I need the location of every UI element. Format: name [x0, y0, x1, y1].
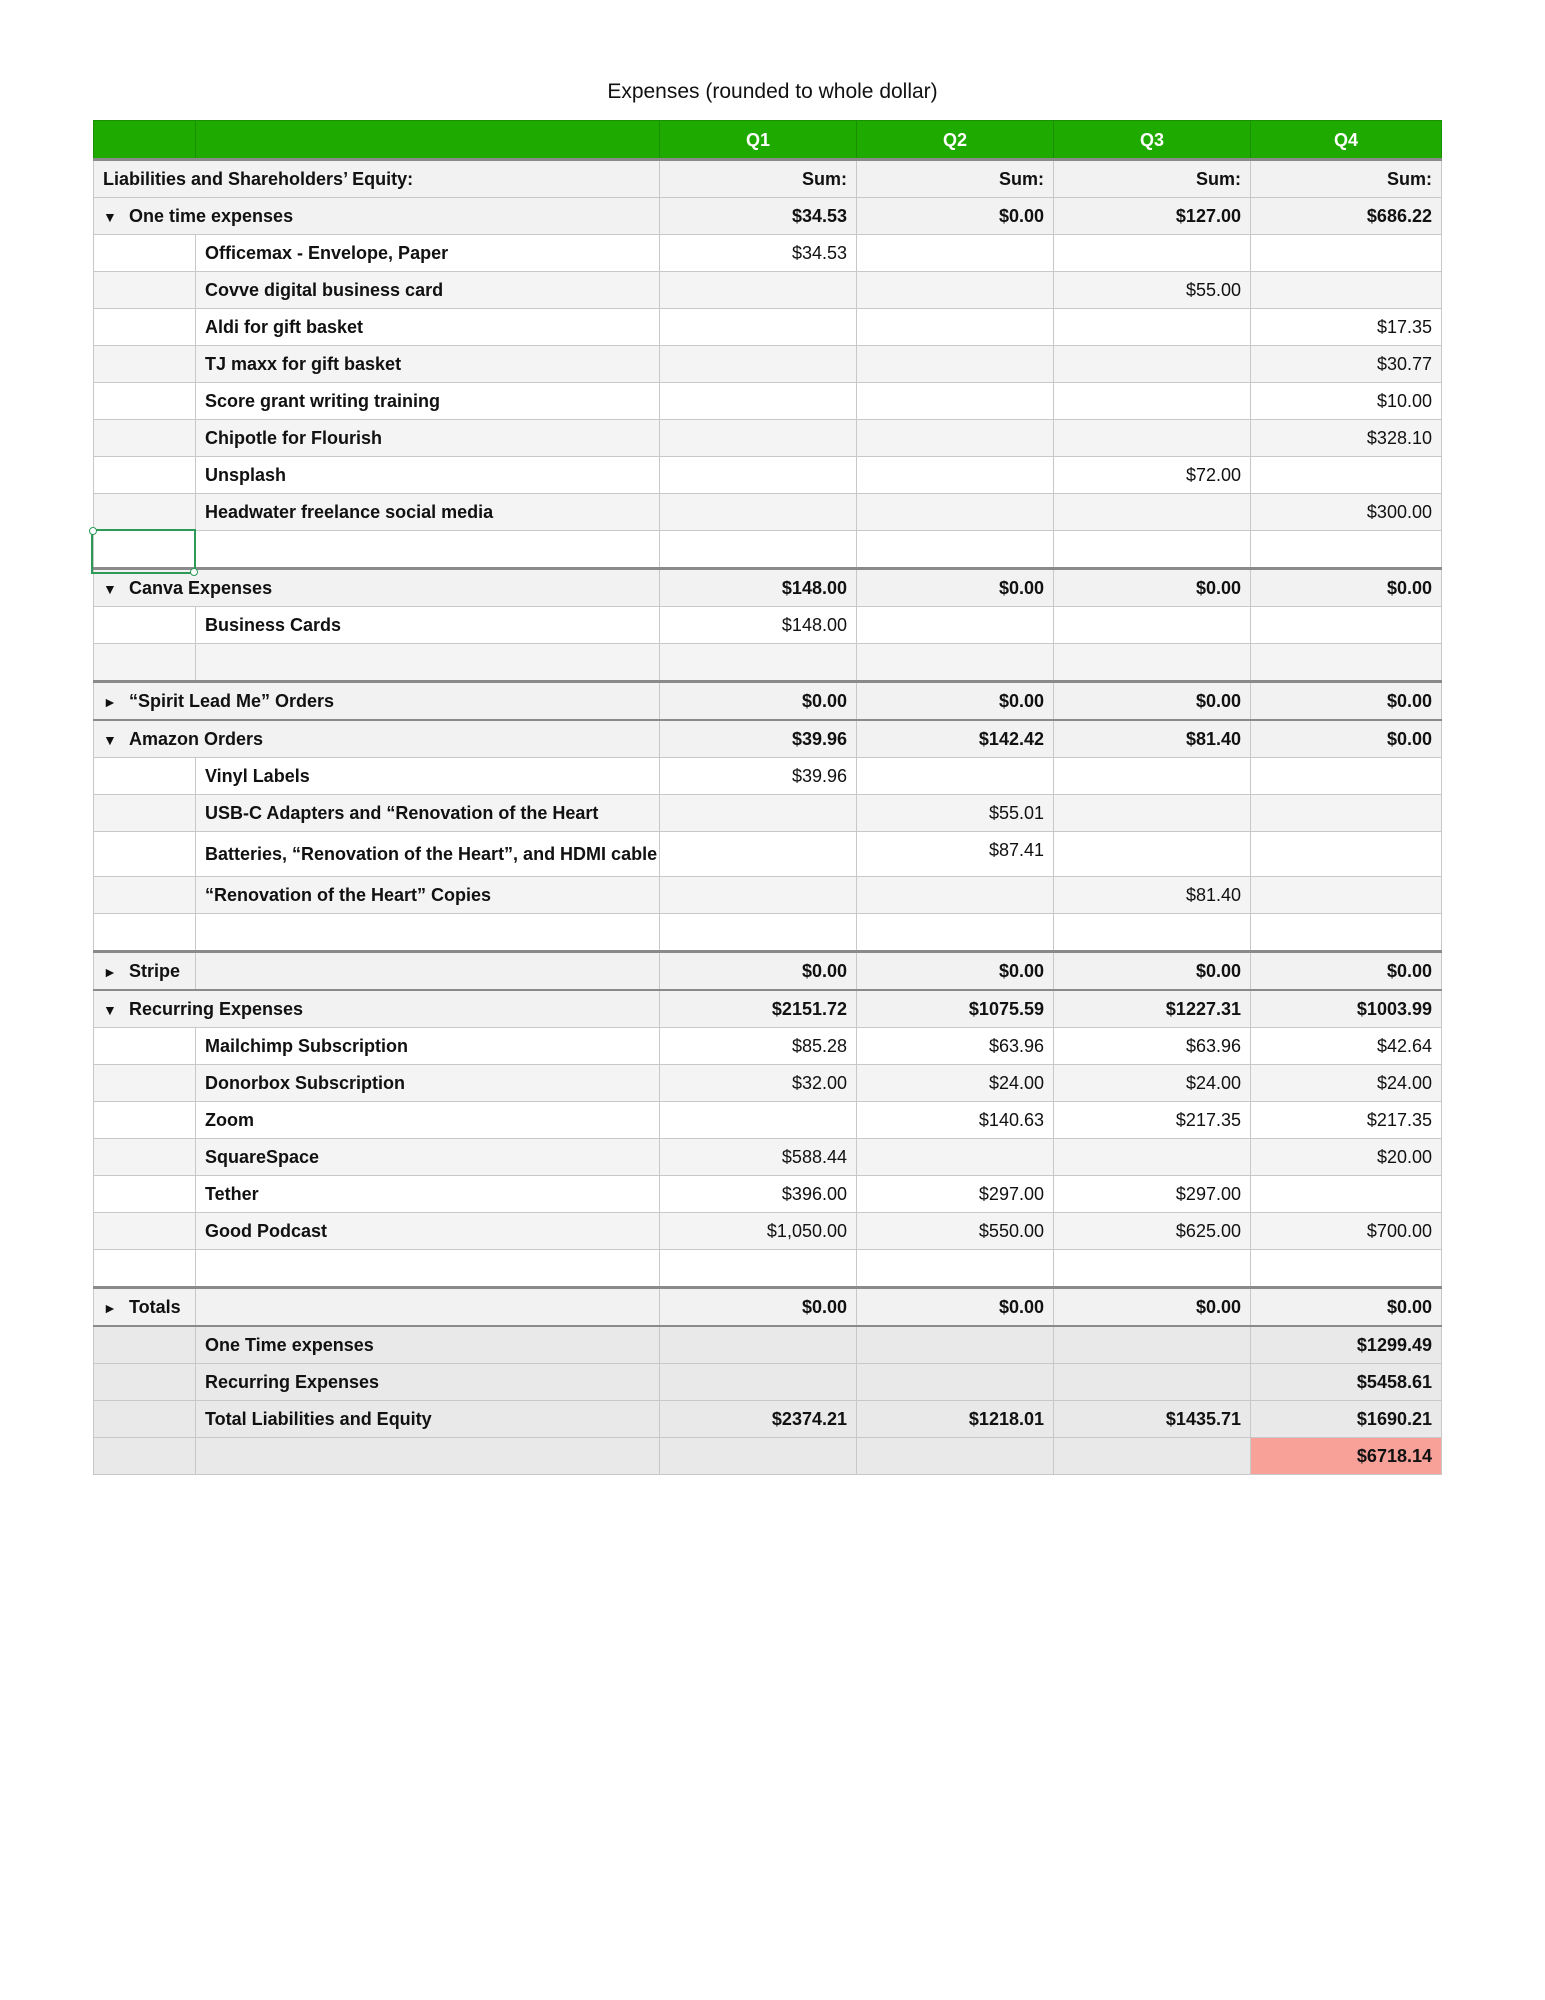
- cell-value[interactable]: [857, 235, 1054, 272]
- item-name[interactable]: Officemax - Envelope, Paper: [196, 235, 660, 272]
- cell[interactable]: [94, 1176, 196, 1213]
- group-total[interactable]: $0.00: [660, 952, 857, 991]
- cell-value[interactable]: [1054, 235, 1251, 272]
- cell-value[interactable]: [660, 1102, 857, 1139]
- group-total[interactable]: $0.00: [1054, 682, 1251, 721]
- cell-value[interactable]: [660, 420, 857, 457]
- header-q4[interactable]: Q4: [1251, 121, 1442, 160]
- cell-value[interactable]: [660, 494, 857, 531]
- total-value[interactable]: [857, 1364, 1054, 1401]
- cell[interactable]: [1251, 644, 1442, 682]
- cell[interactable]: [1251, 531, 1442, 569]
- item-name[interactable]: Headwater freelance social media: [196, 494, 660, 531]
- cell[interactable]: [1054, 1438, 1251, 1475]
- cell[interactable]: [94, 607, 196, 644]
- group-total[interactable]: $1003.99: [1251, 990, 1442, 1028]
- cell[interactable]: [857, 531, 1054, 569]
- item-name[interactable]: Aldi for gift basket: [196, 309, 660, 346]
- header-q1[interactable]: Q1: [660, 121, 857, 160]
- cell-value[interactable]: $34.53: [660, 235, 857, 272]
- group-total[interactable]: $0.00: [660, 682, 857, 721]
- total-value[interactable]: [1054, 1364, 1251, 1401]
- cell-value[interactable]: $217.35: [1054, 1102, 1251, 1139]
- cell[interactable]: [94, 1139, 196, 1176]
- group-total[interactable]: $0.00: [857, 198, 1054, 235]
- cell-value[interactable]: $24.00: [1251, 1065, 1442, 1102]
- cell[interactable]: [1054, 531, 1251, 569]
- cell-value[interactable]: [857, 420, 1054, 457]
- total-value[interactable]: $5458.61: [1251, 1364, 1442, 1401]
- table-row: [94, 1139, 1442, 1176]
- cell[interactable]: [94, 1401, 196, 1438]
- cell[interactable]: [1054, 914, 1251, 952]
- table-row: [94, 607, 1442, 644]
- group-total[interactable]: $686.22: [1251, 198, 1442, 235]
- cell-value[interactable]: $148.00: [660, 607, 857, 644]
- cell[interactable]: [1251, 914, 1442, 952]
- cell-value[interactable]: [1054, 383, 1251, 420]
- group-row-spirit: [94, 682, 1442, 721]
- item-name[interactable]: Covve digital business card: [196, 272, 660, 309]
- empty-row: [94, 1250, 1442, 1288]
- cell[interactable]: [94, 1102, 196, 1139]
- table-row: [94, 832, 1442, 877]
- group-total[interactable]: $127.00: [1054, 198, 1251, 235]
- cell[interactable]: [196, 1288, 660, 1327]
- table-row: [94, 309, 1442, 346]
- collapse-triangle-icon[interactable]: ▼: [103, 580, 117, 597]
- table-row: [94, 383, 1442, 420]
- group-total[interactable]: $0.00: [857, 682, 1054, 721]
- cell-value[interactable]: [1054, 607, 1251, 644]
- cell-value[interactable]: [660, 457, 857, 494]
- cell[interactable]: [857, 644, 1054, 682]
- item-name[interactable]: TJ maxx for gift basket: [196, 346, 660, 383]
- cell-value[interactable]: $588.44: [660, 1139, 857, 1176]
- table-row: [94, 1065, 1442, 1102]
- cell[interactable]: [94, 494, 196, 531]
- group-row-canva: [94, 569, 1442, 607]
- cell[interactable]: [1054, 1250, 1251, 1288]
- cell-value[interactable]: $140.63: [857, 1102, 1054, 1139]
- total-row: [94, 1364, 1442, 1401]
- group-label-cell[interactable]: [94, 1288, 196, 1327]
- table-row: [94, 1213, 1442, 1250]
- cell-value[interactable]: [1251, 1176, 1442, 1213]
- cell-value[interactable]: [1251, 272, 1442, 309]
- cell[interactable]: [196, 644, 660, 682]
- cell-value[interactable]: [660, 877, 857, 914]
- total-value[interactable]: $1690.21: [1251, 1401, 1442, 1438]
- expand-triangle-icon[interactable]: ►: [103, 963, 117, 980]
- cell[interactable]: [196, 914, 660, 952]
- item-name[interactable]: Donorbox Subscription: [196, 1065, 660, 1102]
- cell-value[interactable]: $297.00: [1054, 1176, 1251, 1213]
- total-value[interactable]: $1299.49: [1251, 1326, 1442, 1364]
- cell-value[interactable]: [1251, 457, 1442, 494]
- cell[interactable]: [857, 914, 1054, 952]
- cell[interactable]: [94, 272, 196, 309]
- item-name[interactable]: Score grant writing training: [196, 383, 660, 420]
- cell-value[interactable]: $550.00: [857, 1213, 1054, 1250]
- cell[interactable]: [1251, 1250, 1442, 1288]
- group-row-stripe: [94, 952, 1442, 991]
- expenses-table: [93, 120, 1442, 1475]
- total-value[interactable]: [857, 1326, 1054, 1364]
- cell-value[interactable]: [857, 758, 1054, 795]
- table-row: [94, 346, 1442, 383]
- cell-value[interactable]: $63.96: [857, 1028, 1054, 1065]
- cell-value[interactable]: [857, 383, 1054, 420]
- cell[interactable]: [94, 1028, 196, 1065]
- cell[interactable]: [196, 1250, 660, 1288]
- cell-value[interactable]: [1251, 235, 1442, 272]
- cell-value[interactable]: [1054, 346, 1251, 383]
- group-total[interactable]: $0.00: [857, 1288, 1054, 1327]
- cell-value[interactable]: [1251, 832, 1442, 877]
- grand-total-row: [94, 1438, 1442, 1475]
- cell-value[interactable]: $300.00: [1251, 494, 1442, 531]
- table-row: [94, 1102, 1442, 1139]
- table-row: [94, 235, 1442, 272]
- group-total[interactable]: $0.00: [1251, 682, 1442, 721]
- cell-value[interactable]: [857, 607, 1054, 644]
- cell[interactable]: [94, 309, 196, 346]
- table-row: [94, 758, 1442, 795]
- total-name[interactable]: Recurring Expenses: [196, 1364, 660, 1401]
- cell[interactable]: [94, 795, 196, 832]
- total-value[interactable]: [660, 1364, 857, 1401]
- cell-value[interactable]: $24.00: [1054, 1065, 1251, 1102]
- cell[interactable]: [94, 1364, 196, 1401]
- cell-value[interactable]: [1054, 309, 1251, 346]
- cell-value[interactable]: [660, 795, 857, 832]
- group-total[interactable]: $0.00: [1251, 569, 1442, 607]
- sum-label-row: [94, 160, 1442, 198]
- item-name[interactable]: Unsplash: [196, 457, 660, 494]
- cell-value[interactable]: [660, 309, 857, 346]
- selected-cell[interactable]: [94, 531, 196, 569]
- cell-value[interactable]: $32.00: [660, 1065, 857, 1102]
- group-total[interactable]: $34.53: [660, 198, 857, 235]
- cell-value[interactable]: [857, 272, 1054, 309]
- group-total[interactable]: $0.00: [1054, 952, 1251, 991]
- cell[interactable]: [1054, 644, 1251, 682]
- total-value[interactable]: $2374.21: [660, 1401, 857, 1438]
- group-label-cell[interactable]: [94, 990, 660, 1028]
- cell[interactable]: [94, 383, 196, 420]
- header-cell-blank-b[interactable]: [196, 121, 660, 160]
- cell-value[interactable]: $217.35: [1251, 1102, 1442, 1139]
- total-row: [94, 1326, 1442, 1364]
- group-row-recurring: [94, 990, 1442, 1028]
- cell[interactable]: [94, 1065, 196, 1102]
- cell[interactable]: [196, 952, 660, 991]
- item-name[interactable]: Good Podcast: [196, 1213, 660, 1250]
- cell-value[interactable]: $30.77: [1251, 346, 1442, 383]
- header-q2[interactable]: Q2: [857, 121, 1054, 160]
- cell-value[interactable]: [857, 346, 1054, 383]
- group-total[interactable]: $0.00: [1251, 952, 1442, 991]
- group-total[interactable]: $0.00: [857, 569, 1054, 607]
- cell-value[interactable]: $17.35: [1251, 309, 1442, 346]
- cell-value[interactable]: $396.00: [660, 1176, 857, 1213]
- cell-value[interactable]: $55.01: [857, 795, 1054, 832]
- header-cell-blank-a[interactable]: [94, 121, 196, 160]
- group-row-amazon: [94, 720, 1442, 758]
- cell-value[interactable]: [660, 346, 857, 383]
- collapse-triangle-icon[interactable]: ▼: [103, 1001, 117, 1018]
- empty-row: [94, 644, 1442, 682]
- cell-value[interactable]: $42.64: [1251, 1028, 1442, 1065]
- cell-value[interactable]: $625.00: [1054, 1213, 1251, 1250]
- table-row: [94, 272, 1442, 309]
- cell[interactable]: [196, 1438, 660, 1475]
- header-q3[interactable]: Q3: [1054, 121, 1251, 160]
- item-name[interactable]: Batteries, “Renovation of the Heart”, and HDMI cable: [196, 832, 660, 877]
- cell[interactable]: [94, 420, 196, 457]
- cell-value[interactable]: [857, 494, 1054, 531]
- group-total[interactable]: $0.00: [660, 1288, 857, 1327]
- cell-value[interactable]: $81.40: [1054, 877, 1251, 914]
- cell-value[interactable]: [660, 832, 857, 877]
- total-name[interactable]: Total Liabilities and Equity: [196, 1401, 660, 1438]
- item-name[interactable]: USB-C Adapters and “Renovation of the Heart: [196, 795, 660, 832]
- cell[interactable]: [660, 531, 857, 569]
- cell[interactable]: [660, 1250, 857, 1288]
- group-total[interactable]: $39.96: [660, 720, 857, 758]
- group-label: Stripe: [129, 960, 181, 981]
- header-row: [94, 121, 1442, 160]
- item-name[interactable]: Business Cards: [196, 607, 660, 644]
- cell-value[interactable]: $55.00: [1054, 272, 1251, 309]
- sum-label[interactable]: Sum:: [1054, 160, 1251, 198]
- group-row-totals: [94, 1288, 1442, 1327]
- group-label-cell[interactable]: [94, 720, 660, 758]
- total-row: [94, 1401, 1442, 1438]
- group-row-one-time: [94, 198, 1442, 235]
- group-label: Amazon Orders: [129, 728, 264, 749]
- table-row: [94, 457, 1442, 494]
- group-label: One time expenses: [129, 205, 294, 226]
- cell-value[interactable]: [857, 457, 1054, 494]
- group-total[interactable]: $148.00: [660, 569, 857, 607]
- item-name[interactable]: “Renovation of the Heart” Copies: [196, 877, 660, 914]
- group-label-cell[interactable]: [94, 569, 660, 607]
- group-label-cell[interactable]: [94, 952, 196, 991]
- group-label-cell[interactable]: [94, 682, 660, 721]
- cell-value[interactable]: [660, 383, 857, 420]
- cell[interactable]: [94, 758, 196, 795]
- cell[interactable]: [94, 1213, 196, 1250]
- sum-label[interactable]: Sum:: [1251, 160, 1442, 198]
- cell-value[interactable]: [857, 1139, 1054, 1176]
- cell-value[interactable]: $1,050.00: [660, 1213, 857, 1250]
- group-total[interactable]: $0.00: [1054, 569, 1251, 607]
- cell-value[interactable]: [1054, 758, 1251, 795]
- collapse-triangle-icon[interactable]: ▼: [103, 731, 117, 748]
- group-total[interactable]: $0.00: [1251, 1288, 1442, 1327]
- cell-value[interactable]: [1054, 795, 1251, 832]
- cell-value[interactable]: $39.96: [660, 758, 857, 795]
- grand-total[interactable]: $6718.14: [1251, 1438, 1442, 1475]
- cell-value[interactable]: [1251, 795, 1442, 832]
- table-row: [94, 494, 1442, 531]
- group-total[interactable]: $142.42: [857, 720, 1054, 758]
- table-row: [94, 877, 1442, 914]
- expand-triangle-icon[interactable]: ►: [103, 693, 117, 710]
- group-label: Recurring Expenses: [129, 998, 304, 1019]
- cell-value[interactable]: [1251, 607, 1442, 644]
- cell-value[interactable]: $72.00: [1054, 457, 1251, 494]
- total-value[interactable]: $1435.71: [1054, 1401, 1251, 1438]
- cell-value[interactable]: $700.00: [1251, 1213, 1442, 1250]
- cell-value[interactable]: [1054, 832, 1251, 877]
- expand-triangle-icon[interactable]: ►: [103, 1299, 117, 1316]
- item-name[interactable]: Zoom: [196, 1102, 660, 1139]
- cell-value[interactable]: $328.10: [1251, 420, 1442, 457]
- empty-row: [94, 914, 1442, 952]
- cell[interactable]: [94, 644, 196, 682]
- group-total[interactable]: $1227.31: [1054, 990, 1251, 1028]
- cell-value[interactable]: [857, 877, 1054, 914]
- cell[interactable]: [857, 1438, 1054, 1475]
- group-total[interactable]: $1075.59: [857, 990, 1054, 1028]
- total-value[interactable]: [660, 1326, 857, 1364]
- cell-value[interactable]: [1251, 877, 1442, 914]
- group-total[interactable]: $0.00: [1054, 1288, 1251, 1327]
- group-label: “Spirit Lead Me” Orders: [129, 690, 335, 711]
- cell[interactable]: [94, 235, 196, 272]
- table-row: [94, 795, 1442, 832]
- cell[interactable]: [94, 832, 196, 877]
- sheet-title: Expenses (rounded to whole dollar): [607, 80, 938, 103]
- cell[interactable]: [94, 1250, 196, 1288]
- cell-value[interactable]: $63.96: [1054, 1028, 1251, 1065]
- group-total[interactable]: $2151.72: [660, 990, 857, 1028]
- cell-value[interactable]: [1054, 494, 1251, 531]
- table-row: [94, 1176, 1442, 1213]
- cell[interactable]: [660, 644, 857, 682]
- table-row: [94, 1028, 1442, 1065]
- cell-value[interactable]: [1054, 420, 1251, 457]
- item-name[interactable]: Vinyl Labels: [196, 758, 660, 795]
- item-name[interactable]: Mailchimp Subscription: [196, 1028, 660, 1065]
- item-name[interactable]: SquareSpace: [196, 1139, 660, 1176]
- table-row: [94, 420, 1442, 457]
- cell[interactable]: [94, 1326, 196, 1364]
- group-label: Totals: [129, 1296, 181, 1317]
- sum-label[interactable]: Sum:: [660, 160, 857, 198]
- group-label-cell[interactable]: [94, 198, 660, 235]
- collapse-triangle-icon[interactable]: ▼: [103, 208, 117, 225]
- cell[interactable]: [94, 346, 196, 383]
- group-total[interactable]: $0.00: [1251, 720, 1442, 758]
- section-label[interactable]: Liabilities and Shareholders’ Equity:: [94, 160, 660, 198]
- cell-value[interactable]: $10.00: [1251, 383, 1442, 420]
- group-total[interactable]: $0.00: [857, 952, 1054, 991]
- total-value[interactable]: $1218.01: [857, 1401, 1054, 1438]
- group-total[interactable]: $81.40: [1054, 720, 1251, 758]
- cell[interactable]: [857, 1250, 1054, 1288]
- cell-value[interactable]: [1054, 1139, 1251, 1176]
- total-name[interactable]: One Time expenses: [196, 1326, 660, 1364]
- cell-value[interactable]: [1251, 758, 1442, 795]
- total-value[interactable]: [1054, 1326, 1251, 1364]
- cell-value[interactable]: $20.00: [1251, 1139, 1442, 1176]
- item-name[interactable]: Tether: [196, 1176, 660, 1213]
- cell[interactable]: [94, 1438, 196, 1475]
- cell[interactable]: [660, 1438, 857, 1475]
- cell[interactable]: [94, 457, 196, 494]
- empty-row: [94, 531, 1442, 569]
- cell[interactable]: [660, 914, 857, 952]
- cell-value[interactable]: $85.28: [660, 1028, 857, 1065]
- item-name[interactable]: Chipotle for Flourish: [196, 420, 660, 457]
- cell-value[interactable]: [660, 272, 857, 309]
- cell[interactable]: [94, 914, 196, 952]
- cell-value[interactable]: $24.00: [857, 1065, 1054, 1102]
- cell-value[interactable]: [857, 309, 1054, 346]
- cell[interactable]: [196, 531, 660, 569]
- group-label: Canva Expenses: [129, 577, 273, 598]
- cell-value[interactable]: $87.41: [857, 832, 1054, 877]
- cell-value[interactable]: $297.00: [857, 1176, 1054, 1213]
- sum-label[interactable]: Sum:: [857, 160, 1054, 198]
- cell[interactable]: [94, 877, 196, 914]
